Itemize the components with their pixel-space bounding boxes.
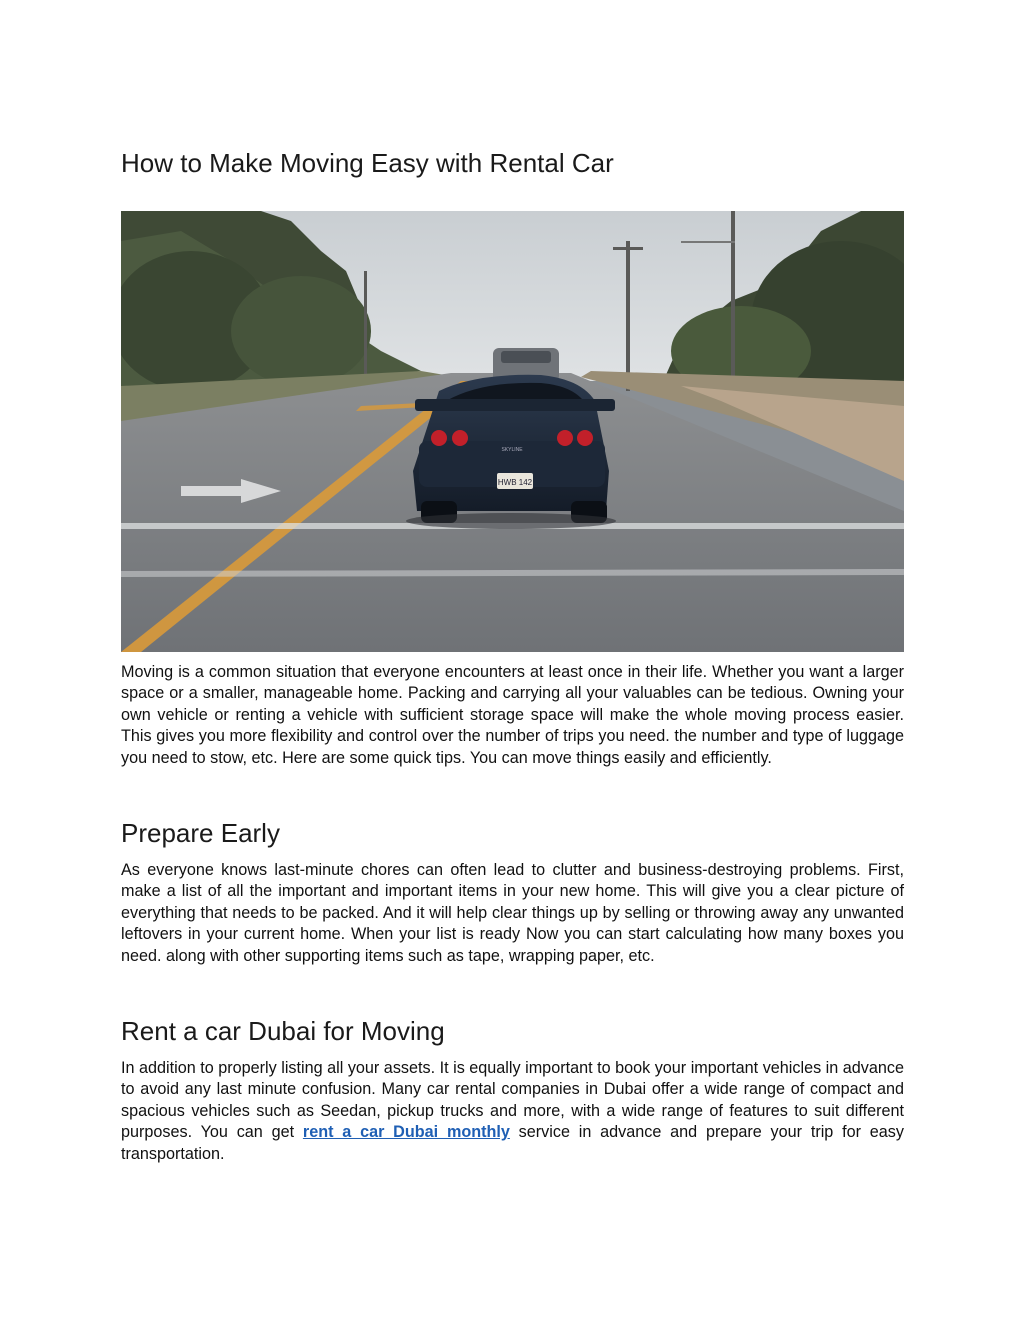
hero-image [121,211,904,652]
car-graphic [406,375,616,529]
section-body-prepare-early: As everyone knows last-minute chores can often lead to clutter and business-destroying problems. First, make a list of all the important and important items in your new home. This will give you a clear picture of everything that needs to be packed. And it will help clear things up by selling or throwing away any unwanted leftovers in your current home. When your list is ready Now you can start calculating how many boxes you need. along with other supporting items such as tape, wrapping paper, etc. [121,861,904,965]
license-plate-text: HWB 142 [497,478,533,487]
intro-paragraph: Moving is a common situation that everyone encounters at least once in their life. Whether you want a larger space or a smaller, manageable home. Packing and carrying all your valuables can be tedious. Owning your own vehicle or renting a vehicle with sufficient storage space will make the whole moving process easier. This gives you more flexibility and control over the number of trips you need. the number and type of luggage you need to stow, etc. Here are some quick tips. You can move things easily and efficiently. [121,663,904,767]
rent-body-before: In addition to properly listing all your assets. It is equally important to book your important vehicles in advance to avoid any last minute confusion. Many car rental companies in Dubai offer a wide range of compact and spacious vehicles such as Seedan, pickup trucks and more, with a wide range of features to suit different purposes. You can get [121,1059,904,1142]
section-heading-prepare-early: Prepare Early [121,818,280,848]
section-heading-rent-a-car: Rent a car Dubai for Moving [121,1016,445,1046]
rent-body-after: service in advance and prepare your trip for easy transportation. [121,1123,904,1163]
section-body-rent-a-car [121,1058,904,1165]
car-badge-text: SKYLINE [501,447,523,453]
page-title: How to Make Moving Easy with Rental Car [121,148,614,178]
rent-a-car-dubai-monthly-link[interactable]: rent a car Dubai monthly [302,1123,510,1142]
